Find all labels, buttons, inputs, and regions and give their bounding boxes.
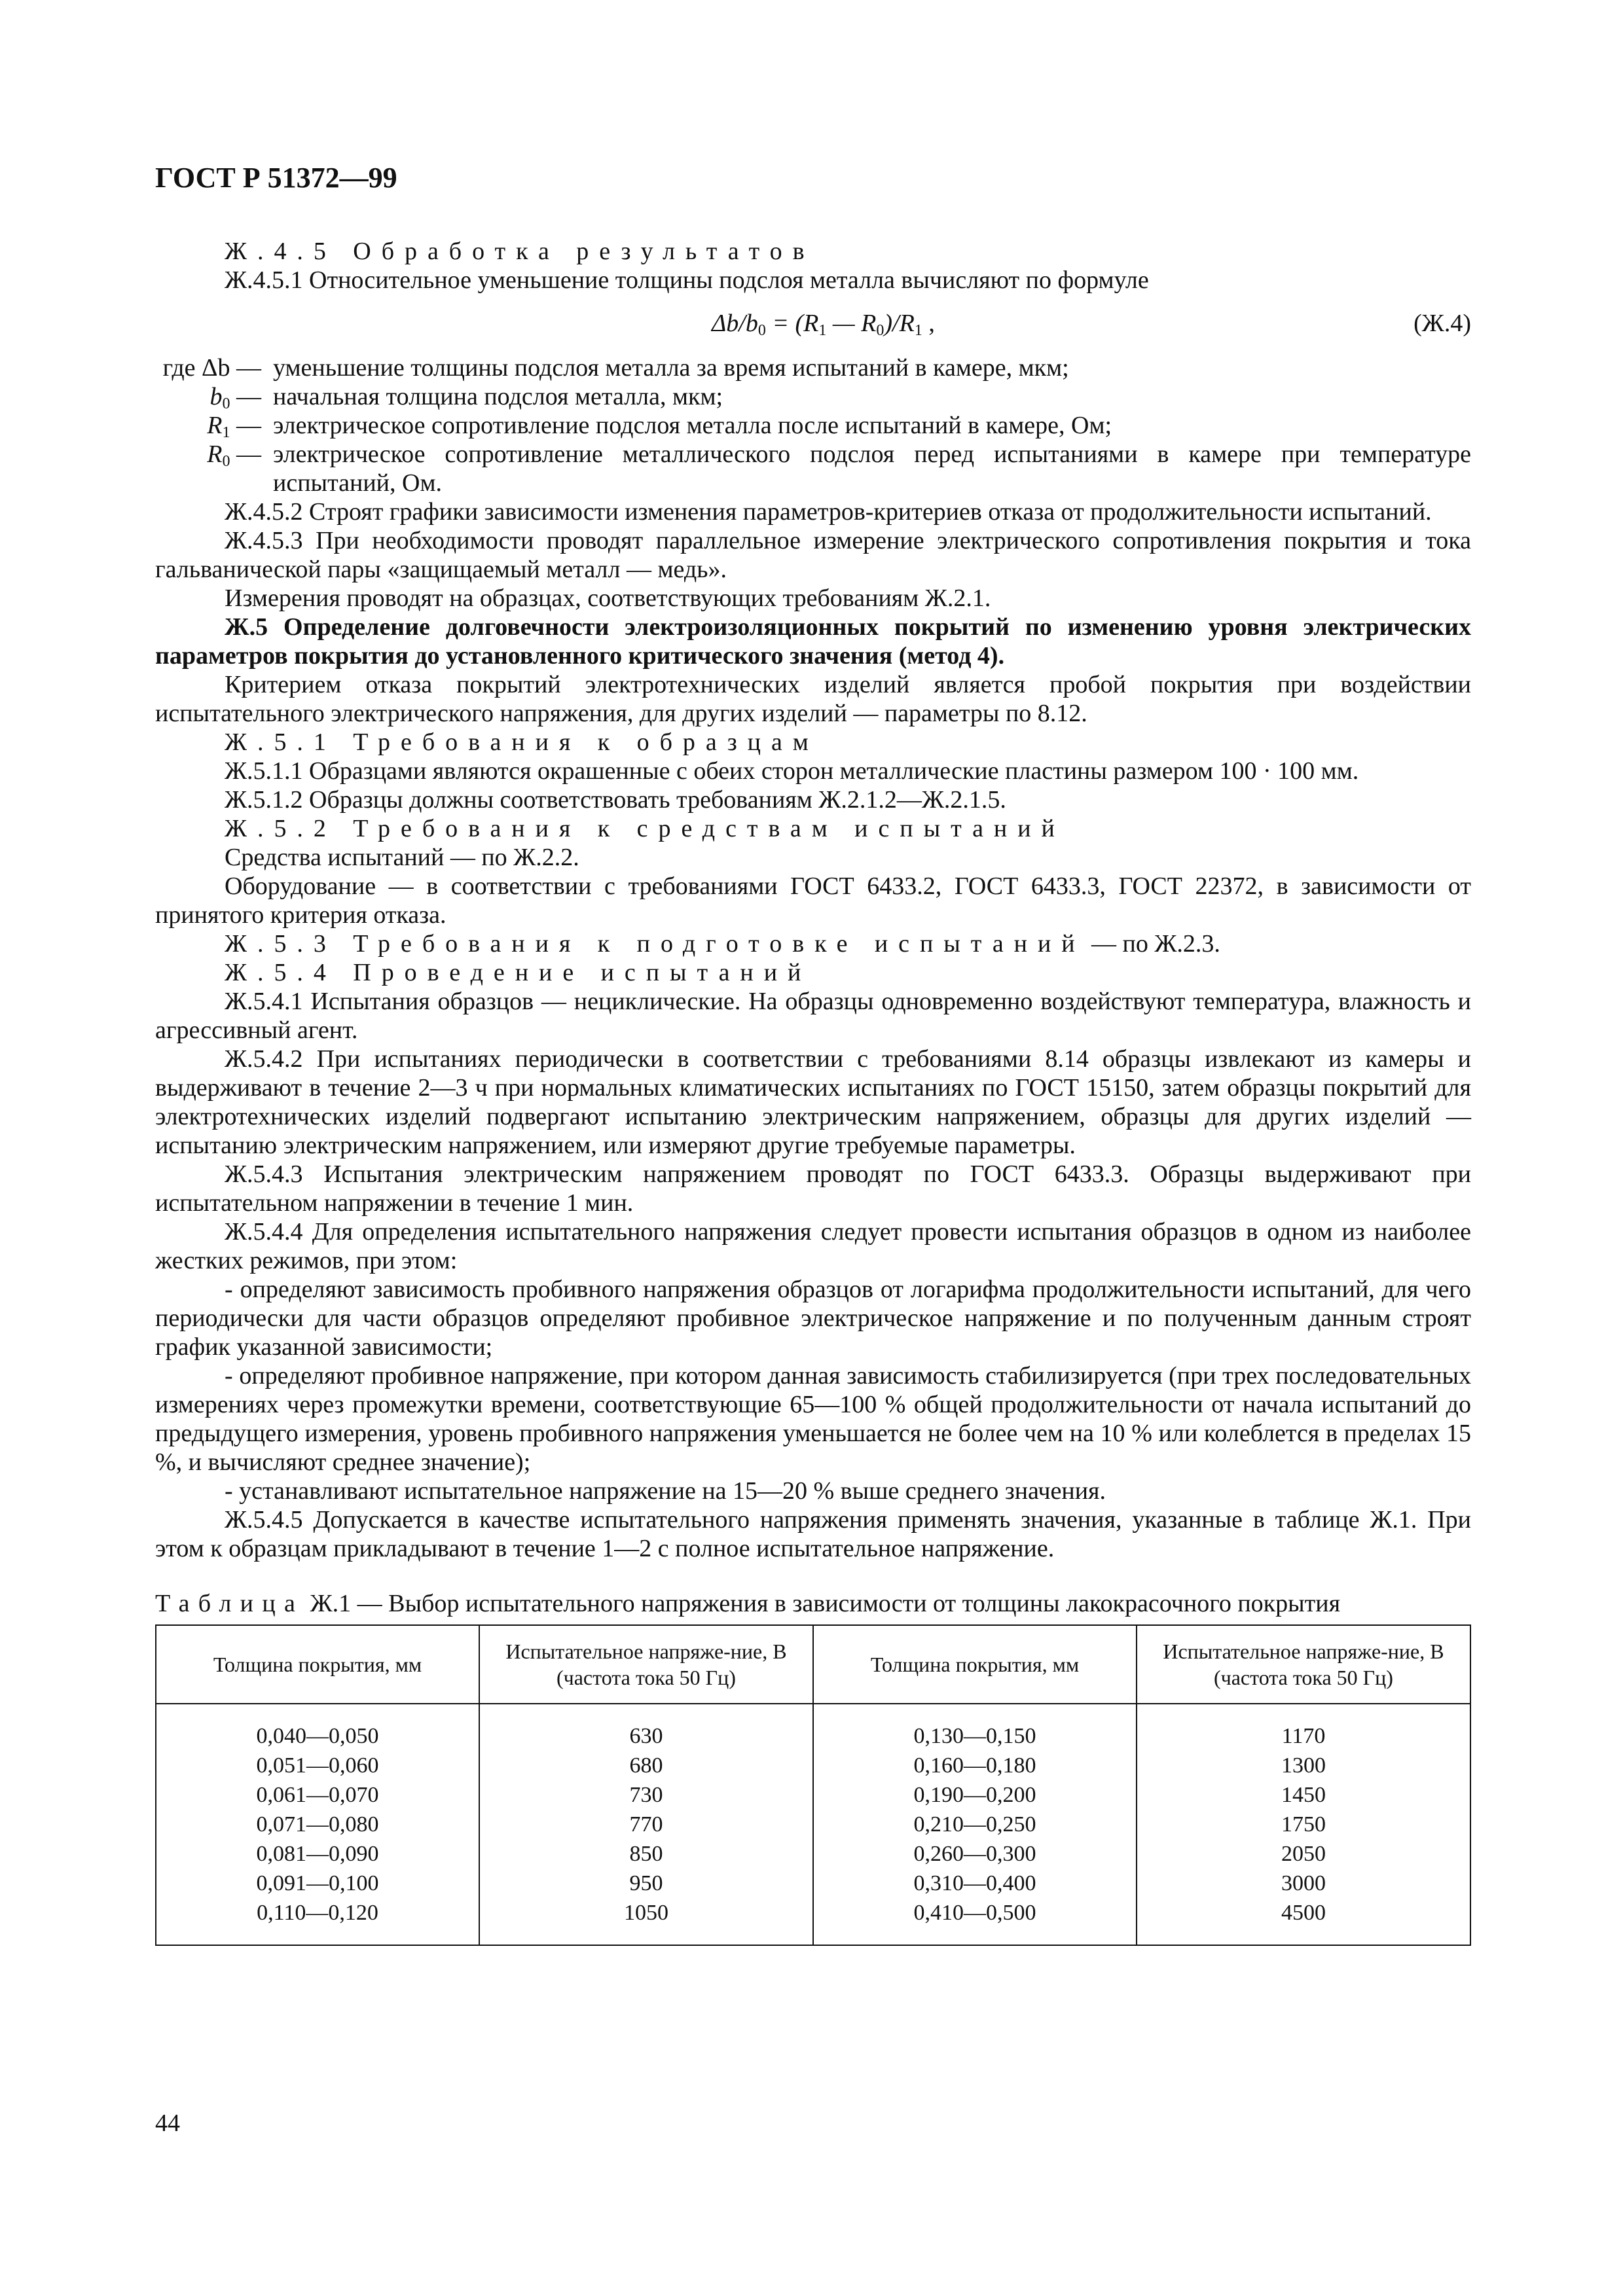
list-item-z544-3: - устанавливают испытательное напряжение на 15—20 % выше среднего значения. (225, 1477, 1106, 1505)
definition-term: $R_1$ — (207, 412, 261, 441)
section-title-z53: Ж.5.3 Требования к подготовке испытаний — по Ж.2.3. (225, 930, 1220, 958)
list-item-z544-2: - определяют пробивное напряжение, при котором данная зависимость стабилизируется (при трех последовательных измерениях через промежутки времени, соответствующие 65—100 % общей продолжительности от начала испытаний до предыдущего измерения, уровень пробивного напряжения уменьшается не более чем на 10 % или колеблется в пределах 15 %, и вычисляют среднее значение); (155, 1362, 1471, 1476)
voltage-table (155, 1624, 1471, 1946)
paragraph-z512: Ж.5.1.2 Образцы должны соответствовать требованиям Ж.2.1.2—Ж.2.1.5. (225, 786, 1006, 814)
definition-text: начальная толщина подслоя металла, мкм; (273, 383, 723, 410)
definition-text: электрическое сопротивление металлического подслоя перед испытаниями в камере при температуре испытаний, Ом. (273, 440, 1471, 497)
table-cell-voltage-1: 630 680 730 770 850 950 1050 (479, 1704, 813, 1945)
definition-term: $b_0$ — (210, 383, 261, 412)
definition-row (155, 411, 1471, 440)
table-cell-thickness-2: 0,130—0,150 0,160—0,180 0,190—0,200 0,210—0,250 0,260—0,300 0,310—0,400 0,410—0,500 (813, 1704, 1137, 1945)
definition-row (155, 440, 1471, 497)
table-header-thickness-1: Толщина покрытия, мм (156, 1625, 479, 1704)
table-header-thickness-2: Толщина покрытия, мм (813, 1625, 1137, 1704)
paragraph-z453: Ж.4.5.3 При необходимости проводят параллельное измерение электрического сопротивления покрытия и тока гальванической пары «защищаемый металл — медь». (155, 527, 1471, 583)
paragraph-z543: Ж.5.4.3 Испытания электрическим напряжением проводят по ГОСТ 6433.3. Образцы выдерживают при испытательном напряжении в течение 1 мин. (155, 1160, 1471, 1217)
paragraph-z5-criterion: Критерием отказа покрытий электротехнических изделий является пробой покрытия при воздействии испытательного электрического напряжения, для других изделий — параметры по 8.12. (155, 671, 1471, 727)
definition-term: $R_0$ — (207, 440, 261, 470)
table-row (156, 1704, 1470, 1945)
paragraph-z52-means: Средства испытаний — по Ж.2.2. (225, 844, 579, 871)
paragraph-z544: Ж.5.4.4 Для определения испытательного напряжения следует провести испытания образцов в одном из наиболее жестких режимов, при этом: (155, 1218, 1471, 1274)
section-title-z54: Ж.5.4 Проведение испытаний (225, 959, 812, 986)
formula-row (155, 306, 1471, 343)
table-caption: Таблица Ж.1 — Выбор испытательного напряжения в зависимости от толщины лакокрасочного покрытия (155, 1590, 1341, 1617)
formula-z4: $\Delta b/b_0 = (R_1$ — $R_0)/R_1$ , (712, 310, 935, 339)
paragraph-z541: Ж.5.4.1 Испытания образцов — нециклические. На образцы одновременно воздействуют температура, влажность и агрессивный агент. (155, 988, 1471, 1044)
definition-row (155, 353, 1471, 382)
page-content (155, 237, 1471, 1946)
paragraph-z545: Ж.5.4.5 Допускается в качестве испытательного напряжения применять значения, указанные в таблице Ж.1. При этом к образцам прикладывают в течение 1—2 с полное испытательное напряжение. (155, 1506, 1471, 1562)
table-header-row (156, 1625, 1470, 1704)
section-title-z45: Ж.4.5 Обработка результатов (225, 238, 815, 265)
table-cell-thickness-1: 0,040—0,050 0,051—0,060 0,061—0,070 0,071—0,080 0,081—0,090 0,091—0,100 0,110—0,120 (156, 1704, 479, 1945)
list-item-z544-1: - определяют зависимость пробивного напряжения образцов от логарифма продолжительности испытаний, для чего периодически для части образцов определяют пробивное электрическое напряжение и по полученным данным строят график указанной зависимости; (155, 1276, 1471, 1361)
table-header-voltage-1: Испытательное напряже-ние, В (частота тока 50 Гц) (479, 1625, 813, 1704)
page-number: 44 (155, 2109, 180, 2137)
paragraph-z452: Ж.4.5.2 Строят графики зависимости изменения параметров-критериев отказа от продолжительности испытаний. (225, 498, 1432, 526)
section-title-z5: Ж.5 Определение долговечности электроизоляционных покрытий по изменению уровня электрических параметров покрытия до установленного критического значения (метод 4). (155, 613, 1471, 670)
paragraph-z542: Ж.5.4.2 При испытаниях периодически в соответствии с требованиями 8.14 образцы извлекают из камеры и выдерживают в течение 2—3 ч при нормальных климатических испытаниях по ГОСТ 15150, затем образцы покрытий для электротехнических изделий подвергают испытанию электрическим напряжением, образцы для других изделий — испытанию электрическим напряжением, или измеряют другие требуемые параметры. (155, 1045, 1471, 1159)
definition-text: уменьшение толщины подслоя металла за время испытаний в камере, мкм; (273, 354, 1069, 382)
paragraph-z451: Ж.4.5.1 Относительное уменьшение толщины подслоя металла вычисляют по формуле (225, 266, 1149, 294)
paragraph-z52-equipment: Оборудование — в соответствии с требованиями ГОСТ 6433.2, ГОСТ 6433.3, ГОСТ 22372, в зависимости от принятого критерия отказа. (155, 872, 1471, 929)
section-title-z51: Ж.5.1 Требования к образцам (225, 728, 819, 756)
definition-term: где Δb — (162, 354, 261, 382)
formula-number: (Ж.4) (1413, 310, 1471, 337)
formula-definitions (155, 353, 1471, 497)
paragraph-z453-measurements: Измерения проводят на образцах, соответствующих требованиям Ж.2.1. (225, 584, 991, 612)
section-title-z52: Ж.5.2 Требования к средствам испытаний (225, 815, 1065, 842)
definition-row (155, 382, 1471, 411)
table-cell-voltage-2: 1170 1300 1450 1750 2050 3000 4500 (1137, 1704, 1470, 1945)
definition-text: электрическое сопротивление подслоя металла после испытаний в камере, Ом; (273, 412, 1112, 439)
document-code-header: ГОСТ Р 51372—99 (155, 162, 397, 194)
paragraph-z511: Ж.5.1.1 Образцами являются окрашенные с обеих сторон металлические пластины размером 100 · 100 мм. (225, 757, 1359, 785)
table-header-voltage-2: Испытательное напряже-ние, В (частота тока 50 Гц) (1137, 1625, 1470, 1704)
